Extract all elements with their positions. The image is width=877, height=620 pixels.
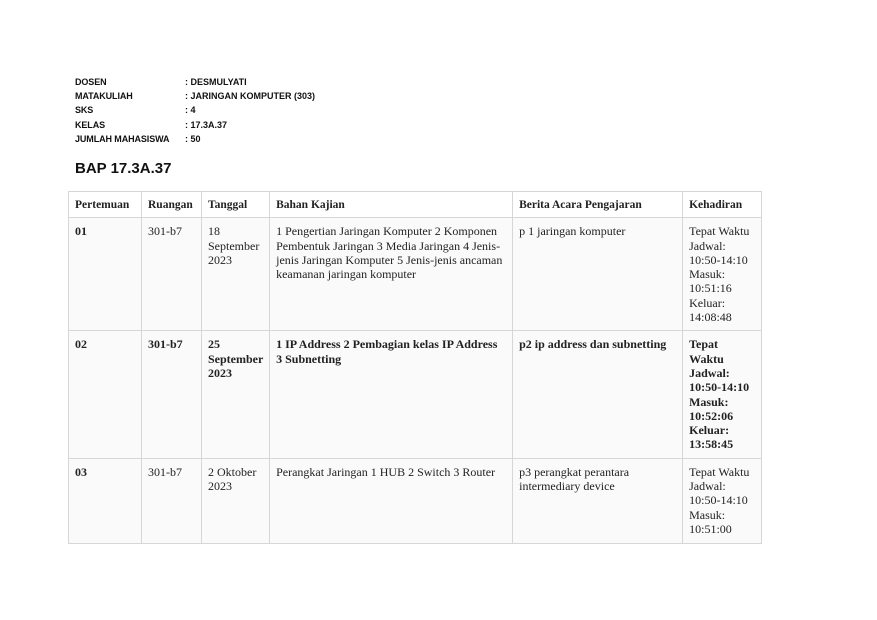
attendance-jadwal: Jadwal: 10:50-14:10 (689, 479, 748, 508)
cell-tanggal: 18 September 2023 (202, 218, 270, 331)
info-label: DOSEN (75, 77, 107, 87)
info-label: KELAS (75, 119, 106, 130)
cell-tanggal: 2 Oktober 2023 (202, 458, 270, 543)
table-row (69, 331, 762, 458)
info-row-matakuliah (75, 89, 315, 103)
info-label: MATAKULIAH (75, 91, 133, 102)
info-row-sks (75, 103, 315, 117)
column-header-pertemuan: Pertemuan (69, 192, 142, 218)
info-value: : DESMULYATI (185, 77, 247, 87)
info-row-kelas (75, 118, 315, 132)
cell-ruangan: 301-b7 (142, 218, 202, 331)
info-label: SKS (75, 105, 94, 116)
cell-kehadiran (683, 218, 762, 331)
cell-berita-acara: p3 perangkat perantara intermediary device (513, 458, 683, 543)
attendance-status: Tepat Waktu (689, 464, 750, 479)
cell-kehadiran (683, 331, 762, 458)
bap-table (68, 191, 762, 544)
cell-kehadiran (683, 458, 762, 543)
info-value: : 17.3A.37 (185, 119, 228, 130)
attendance-status: Tepat Waktu (689, 224, 750, 239)
attendance-status: Tepat Waktu (689, 337, 724, 366)
attendance-keluar: Keluar: 14:08:48 (689, 295, 732, 325)
attendance-keluar: Keluar: 13:58:45 (689, 423, 734, 452)
cell-berita-acara: p 1 jaringan komputer (513, 218, 683, 331)
cell-berita-acara: p2 ip address dan subnetting (513, 331, 683, 458)
info-value: : 4 (185, 105, 196, 116)
column-header-tanggal: Tanggal (202, 192, 270, 218)
cell-bahan-kajian: 1 Pengertian Jaringan Komputer 2 Komponen Pembentuk Jaringan 3 Media Jaringan 4 Jenis-jenis Jaringan Komputer 5 Jenis-jenis ancaman keamanan jaringan komputer (270, 218, 513, 331)
column-header-berita-acara: Berita Acara Pengajaran (513, 192, 683, 218)
cell-pertemuan: 03 (69, 458, 142, 543)
attendance-jadwal: Jadwal: 10:50-14:10 (689, 238, 748, 267)
column-header-ruangan: Ruangan (142, 192, 202, 218)
attendance-masuk: Masuk: 10:51:16 (689, 267, 732, 296)
attendance-masuk: Masuk: 10:52:06 (689, 394, 734, 423)
info-value: : JARINGAN KOMPUTER (303) (185, 91, 316, 102)
cell-ruangan: 301-b7 (142, 458, 202, 543)
table-header-row (69, 192, 762, 218)
cell-bahan-kajian: 1 IP Address 2 Pembagian kelas IP Address 3 Subnetting (270, 331, 513, 458)
cell-ruangan: 301-b7 (142, 331, 202, 458)
table-row (69, 218, 762, 331)
column-header-kehadiran: Kehadiran (683, 192, 762, 218)
attendance-jadwal: Jadwal: 10:50-14:10 (689, 365, 750, 395)
cell-tanggal: 25 September 2023 (202, 331, 270, 458)
cell-pertemuan: 01 (69, 218, 142, 331)
info-value: : 50 (185, 133, 201, 144)
page-title: BAP 17.3A.37 (75, 160, 172, 177)
column-header-bahan-kajian: Bahan Kajian (270, 192, 513, 218)
cell-bahan-kajian: Perangkat Jaringan 1 HUB 2 Switch 3 Router (270, 458, 513, 543)
info-label: JUMLAH MAHASISWA (75, 133, 170, 144)
info-row-dosen (75, 75, 315, 89)
attendance-masuk: Masuk: 10:51:00 (689, 507, 732, 536)
info-row-jumlah (75, 132, 315, 146)
table-row (69, 458, 762, 543)
cell-pertemuan: 02 (69, 331, 142, 458)
course-info (75, 75, 315, 146)
